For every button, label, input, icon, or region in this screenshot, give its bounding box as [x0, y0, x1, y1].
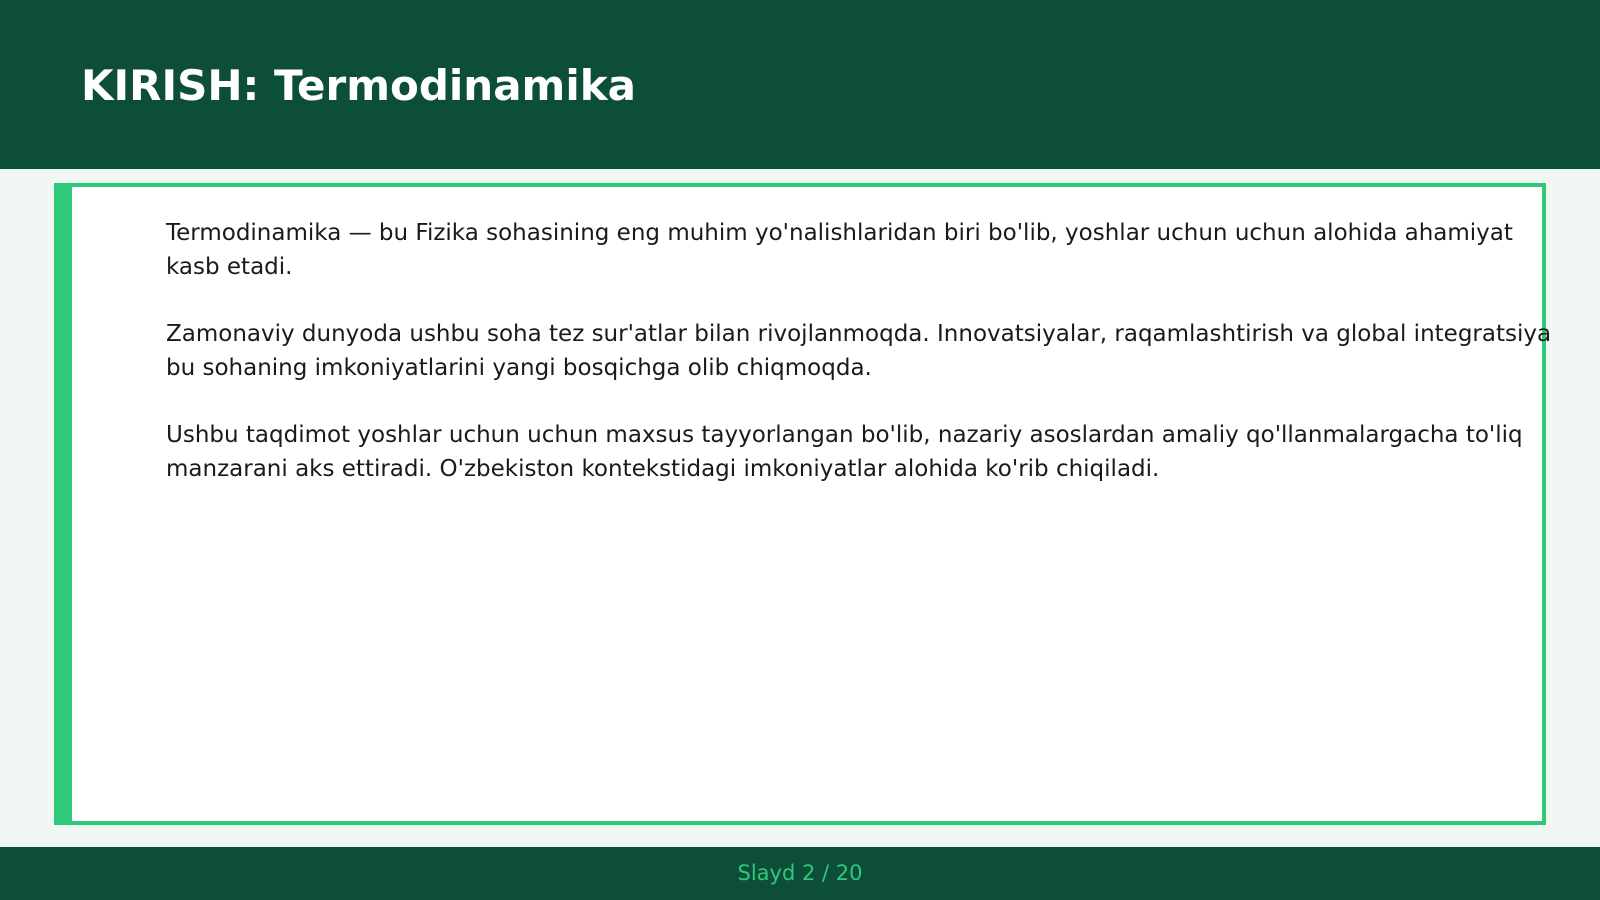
- slide-title: KIRISH: Termodinamika: [81, 61, 636, 110]
- paragraph-3: Ushbu taqdimot yoshlar uchun uchun maxsus tayyorlangan bo'lib, nazariy asoslardan amaliy qo'llanmalargacha to'liq manzarani aks ettiradi. O'zbekiston kontekstidagi imkoniyatlar alohida ko'rib chiqiladi.: [166, 422, 1523, 482]
- content-box: [54, 183, 1552, 825]
- slide-footer: [0, 847, 1600, 900]
- slide-number: Slayd 2 / 20: [737, 861, 863, 885]
- slide-header: [0, 0, 1600, 169]
- paragraph-2: Zamonaviy dunyoda ushbu soha tez sur'atlar bilan rivojlanmoqda. Innovatsiyalar, raqamlashtirish va global integratsiya bu sohaning imkoniyatlarini yangi bosqichga olib chiqmoqda.: [166, 321, 1552, 381]
- paragraph-1: Termodinamika — bu Fizika sohasining eng muhim yo'nalishlaridan biri bo'lib, yoshlar uchun uchun alohida ahamiyat kasb etadi.: [166, 220, 1513, 280]
